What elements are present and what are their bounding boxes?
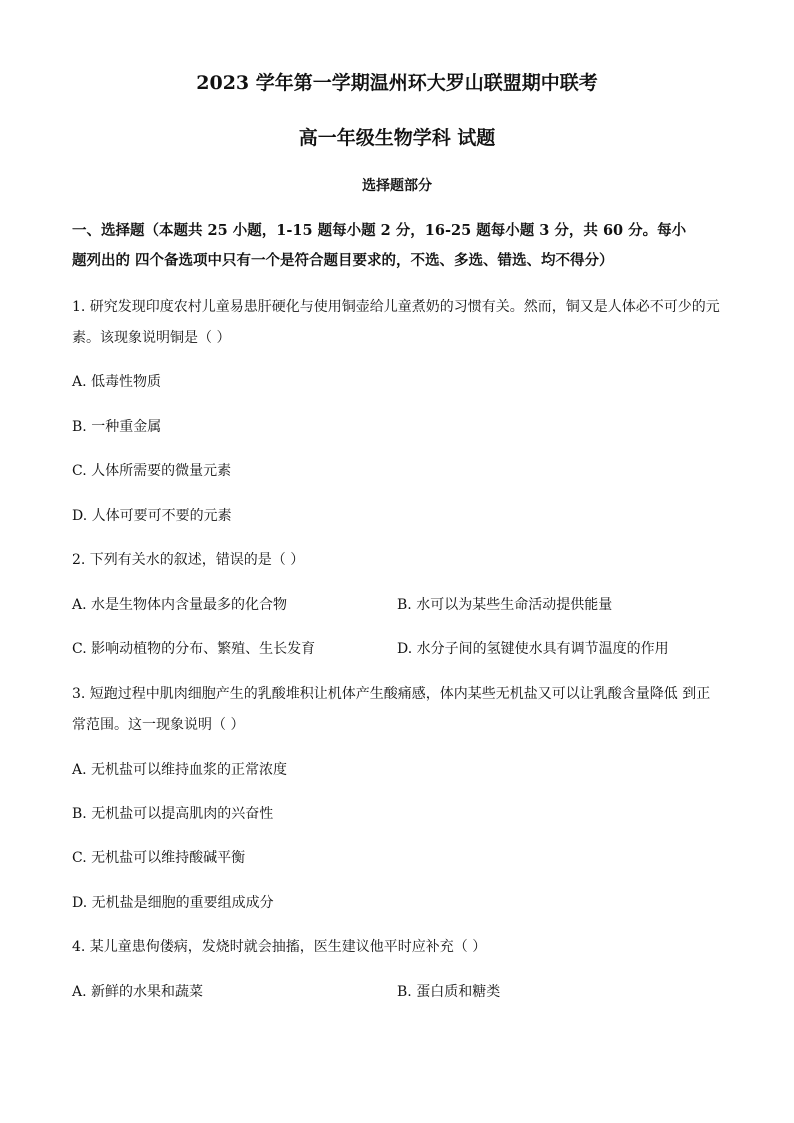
question-1-option-a: A. 低毒性物质 bbox=[72, 374, 162, 390]
section-heading: 选择题部分 bbox=[362, 178, 432, 194]
question-2-option-b: B. 水可以为某些生命活动提供能量 bbox=[397, 597, 613, 613]
question-2-option-c: C. 影响动植物的分布、繁殖、生长发育 bbox=[72, 641, 316, 657]
question-1-option-d: D. 人体可要可不要的元素 bbox=[72, 508, 232, 524]
question-2-option-a: A. 水是生物体内含量最多的化合物 bbox=[72, 597, 288, 613]
instructions-line-2: 题列出的 四个备选项中只有一个是符合题目要求的，不选、多选、错选、均不得分） bbox=[72, 252, 614, 269]
question-3-option-a: A. 无机盐可以维持血浆的正常浓度 bbox=[72, 762, 288, 778]
question-1-stem-line-2: 素。该现象说明铜是（ ） bbox=[72, 330, 231, 346]
instructions-line-1: 一、选择题（本题共 25 小题，1-15 题每小题 2 分，16-25 题每小题 3 分，共 60 分。每小 bbox=[72, 222, 687, 239]
question-4-option-b: B. 蛋白质和糖类 bbox=[397, 984, 501, 1000]
question-3-stem-line-2: 常范围。这一现象说明（ ） bbox=[72, 717, 245, 733]
question-1-stem-line-1: 1. 研究发现印度农村儿童易患肝硬化与使用铜壶给儿童煮奶的习惯有关。然而，铜又是人体必不可少的元 bbox=[72, 299, 720, 315]
question-2-stem-line-1: 2. 下列有关水的叙述，错误的是（ ） bbox=[72, 552, 305, 568]
question-3-option-b: B. 无机盐可以提高肌肉的兴奋性 bbox=[72, 806, 274, 822]
question-4-option-a: A. 新鲜的水果和蔬菜 bbox=[72, 984, 204, 1000]
question-4-stem-line-1: 4. 某儿童患佝偻病，发烧时就会抽搐，医生建议他平时应补充（ ） bbox=[72, 939, 487, 955]
question-1-option-c: C. 人体所需要的微量元素 bbox=[72, 463, 232, 479]
exam-title: 2023 学年第一学期温州环大罗山联盟期中联考 bbox=[196, 72, 598, 94]
exam-subject-title: 高一年级生物学科 试题 bbox=[298, 127, 496, 149]
question-1-option-b: B. 一种重金属 bbox=[72, 419, 162, 435]
question-3-stem-line-1: 3. 短跑过程中肌肉细胞产生的乳酸堆积让机体产生酸痛感，体内某些无机盐又可以让乳酸含量降低 到正 bbox=[72, 686, 711, 702]
question-3-option-c: C. 无机盐可以维持酸碱平衡 bbox=[72, 850, 246, 866]
question-3-option-d: D. 无机盐是细胞的重要组成成分 bbox=[72, 895, 274, 911]
question-2-option-d: D. 水分子间的氢键使水具有调节温度的作用 bbox=[397, 641, 669, 657]
